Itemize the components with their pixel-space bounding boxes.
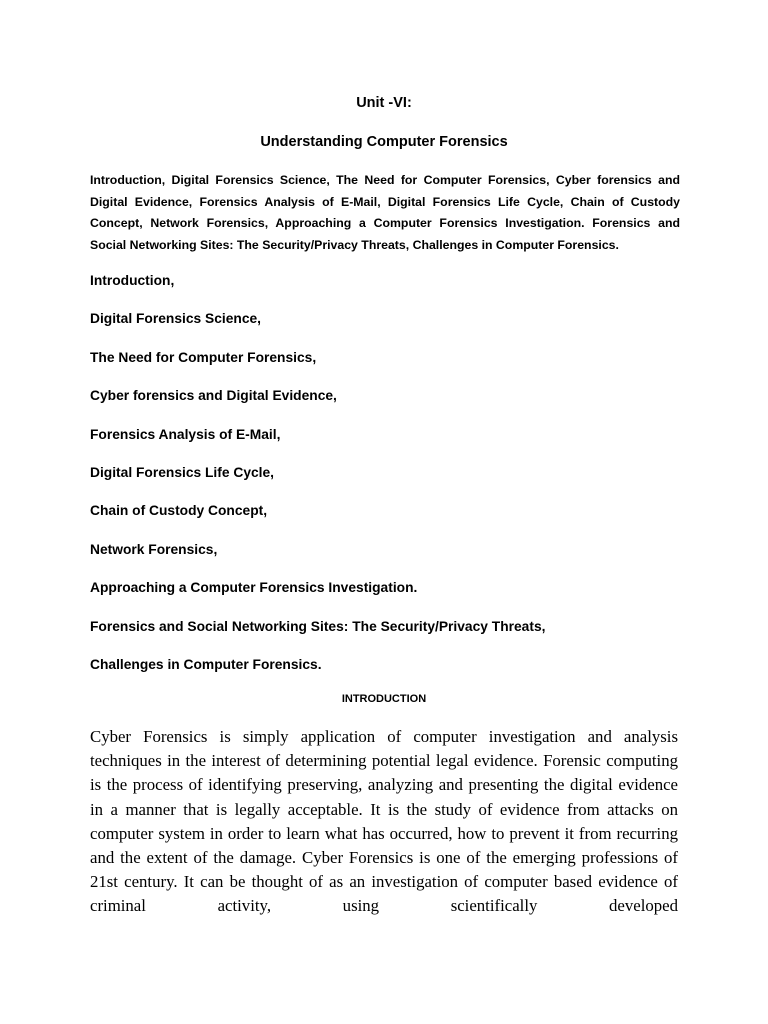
topic-item: Challenges in Computer Forensics.	[90, 656, 322, 672]
topic-summary: Introduction, Digital Forensics Science, The Need for Computer Forensics, Cyber forensics and Digital Evidence, Forensics Analysis of E-Mail, Digital Forensics Life Cycle, Chain of Custody Concept, Network Forensics, Approaching a Computer Forensics Investigation. Forensics and Social Networking Sites: The Security/Privacy Threats, Challenges in Computer Forensics.	[90, 173, 680, 252]
topic-item: Introduction,	[90, 273, 175, 288]
body-paragraph: Cyber Forensics is simply application of computer investigation and analysis techniques in the interest of determining potential legal evidence. Forensic computing is the process of identifying preserving, analyzing and presenting the digital evidence in a manner that is legally acceptable. It is the study of evidence from attacks on computer system in order to learn what has occurred, how to prevent it from recurring and the extent of the damage. Cyber Forensics is one of the emerging professions of 21st century. It can be thought of as an investigation of computer based evidence of criminal activity, using scientifically developed	[90, 727, 678, 916]
topic-item: Network Forensics,	[90, 541, 218, 557]
topic-item: Cyber forensics and Digital Evidence,	[90, 388, 337, 404]
topic-item: Forensics Analysis of E-Mail,	[90, 426, 281, 442]
document-title: Understanding Computer Forensics	[260, 134, 508, 150]
topic-item: Chain of Custody Concept,	[90, 503, 268, 519]
topic-item: Forensics and Social Networking Sites: The Security/Privacy Threats,	[90, 618, 546, 634]
section-heading: INTRODUCTION	[341, 693, 427, 705]
unit-title: Unit -VI:	[356, 95, 412, 111]
topic-list	[90, 271, 710, 693]
topic-item: Digital Forensics Life Cycle,	[90, 464, 275, 480]
topic-item: Approaching a Computer Forensics Investigation.	[90, 580, 418, 596]
topic-item: The Need for Computer Forensics,	[90, 349, 317, 365]
topic-item: Digital Forensics Science,	[90, 311, 261, 327]
